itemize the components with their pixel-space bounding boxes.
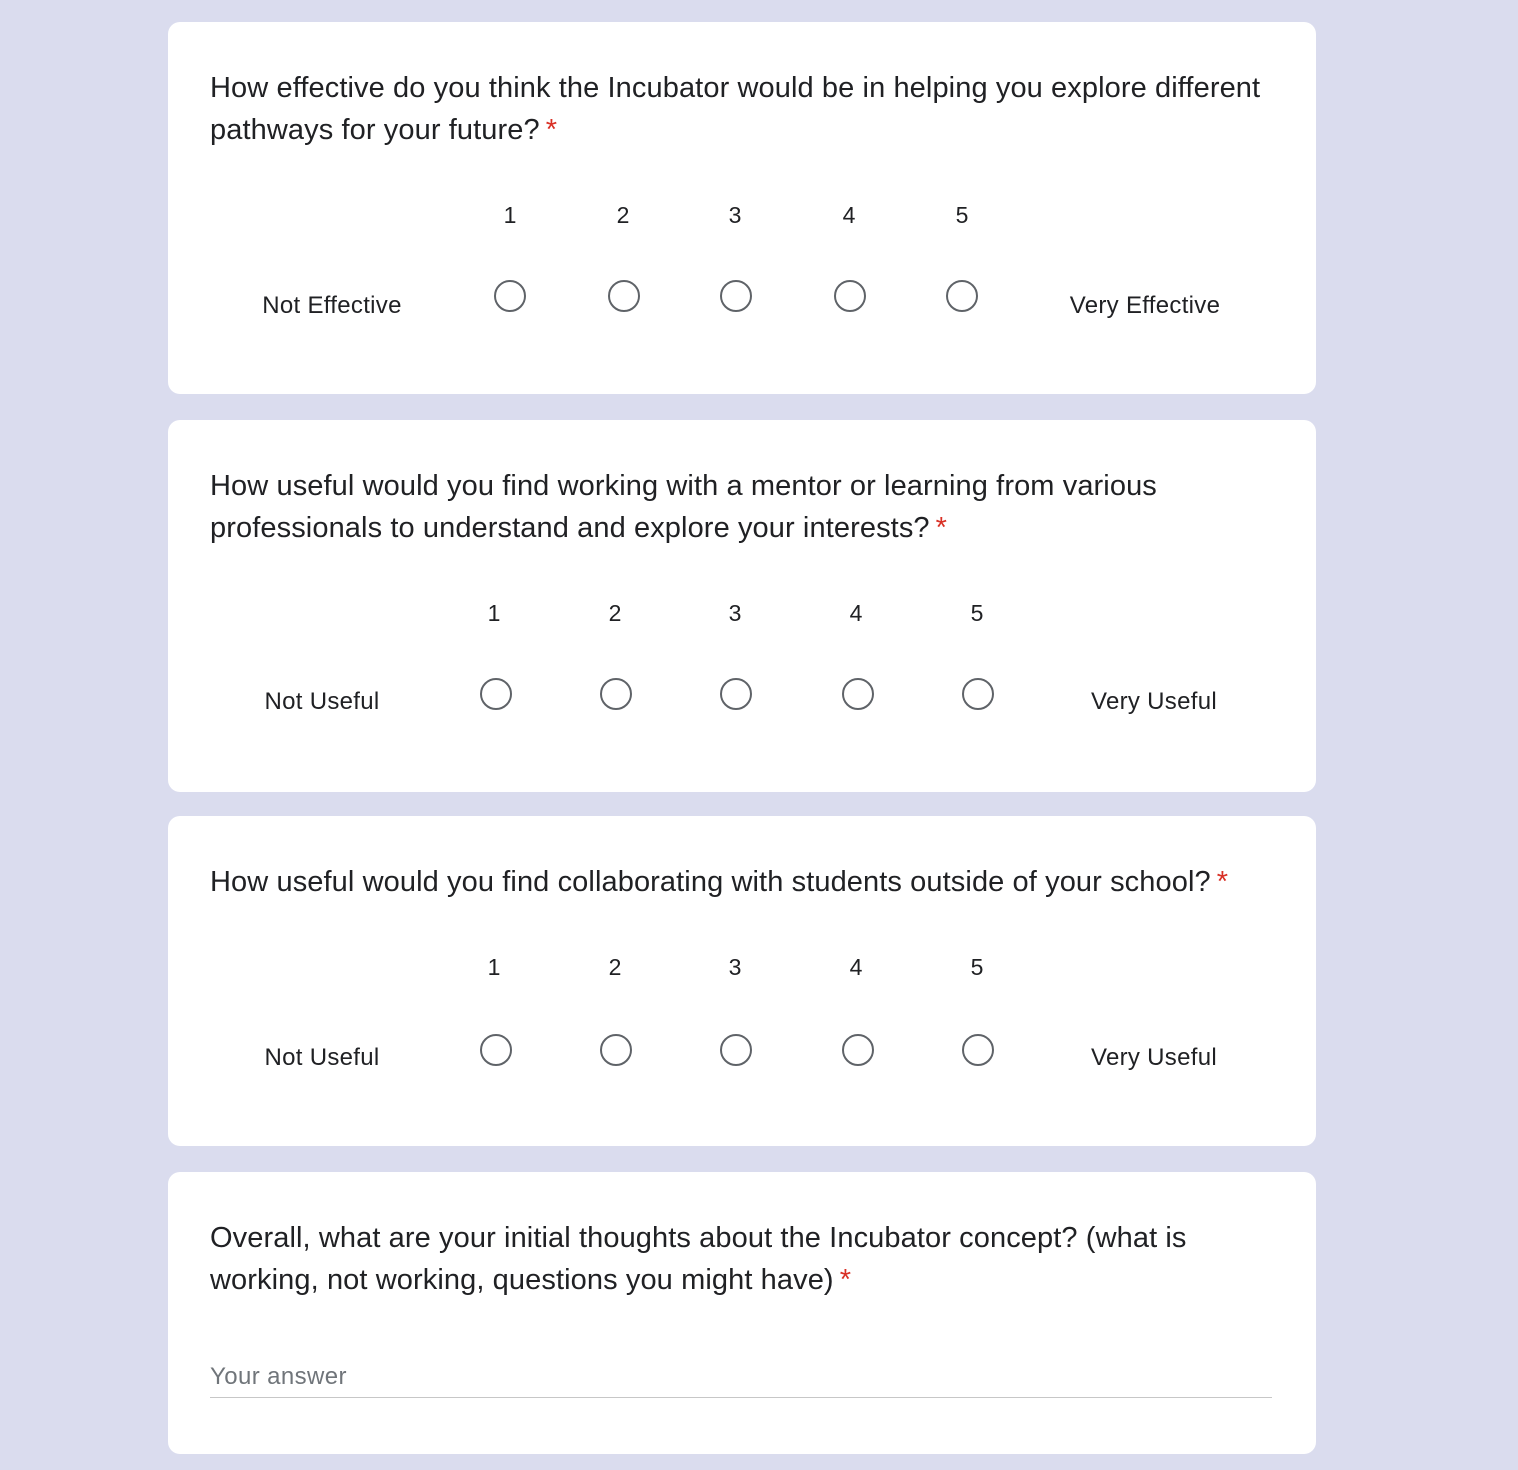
radio-option-2[interactable] xyxy=(600,1034,632,1066)
radio-option-2[interactable] xyxy=(608,280,640,312)
scale-low-label: Not Useful xyxy=(264,1044,380,1071)
radio-option-5[interactable] xyxy=(946,280,978,312)
scale-number-2: 2 xyxy=(616,202,630,228)
radio-option-4[interactable] xyxy=(842,1034,874,1066)
radio-option-3[interactable] xyxy=(720,280,752,312)
scale-low-label: Not Effective xyxy=(262,292,402,319)
radio-option-1[interactable] xyxy=(480,678,512,710)
radio-option-3[interactable] xyxy=(720,1034,752,1066)
question-card-mentor xyxy=(168,420,1316,792)
required-asterisk: * xyxy=(1216,866,1229,898)
question-title: How useful would you find working with a mentor or learning from various professionals to understand and explore your interests? * xyxy=(210,470,1157,544)
scale-number-2: 2 xyxy=(608,954,622,980)
scale-number-2: 2 xyxy=(608,600,622,626)
answer-input[interactable] xyxy=(210,1342,1272,1398)
scale-number-5: 5 xyxy=(955,202,969,228)
scale-high-label: Very Useful xyxy=(1090,688,1218,715)
scale-number-4: 4 xyxy=(849,600,863,626)
scale-number-1: 1 xyxy=(487,600,501,626)
question-card-thoughts xyxy=(168,1172,1316,1454)
scale-high-label: Very Effective xyxy=(1069,292,1221,319)
required-asterisk: * xyxy=(839,1264,852,1296)
scale-low-label: Not Useful xyxy=(264,688,380,715)
scale-number-4: 4 xyxy=(849,954,863,980)
scale-high-label: Very Useful xyxy=(1090,1044,1218,1071)
radio-option-3[interactable] xyxy=(720,678,752,710)
radio-option-2[interactable] xyxy=(600,678,632,710)
scale-number-4: 4 xyxy=(842,202,856,228)
radio-option-5[interactable] xyxy=(962,678,994,710)
required-asterisk: * xyxy=(935,512,948,544)
scale-number-3: 3 xyxy=(728,202,742,228)
radio-option-4[interactable] xyxy=(834,280,866,312)
scale-number-1: 1 xyxy=(487,954,501,980)
scale-number-5: 5 xyxy=(970,600,984,626)
required-asterisk: * xyxy=(545,114,558,146)
question-title: How useful would you find collaborating with students outside of your school? * xyxy=(210,866,1229,898)
scale-number-3: 3 xyxy=(728,954,742,980)
question-title: Overall, what are your initial thoughts about the Incubator concept? (what is working, not working, questions you might have) * xyxy=(210,1222,1187,1296)
question-card-collaboration xyxy=(168,816,1316,1146)
radio-option-1[interactable] xyxy=(480,1034,512,1066)
radio-option-5[interactable] xyxy=(962,1034,994,1066)
scale-number-1: 1 xyxy=(503,202,517,228)
radio-option-4[interactable] xyxy=(842,678,874,710)
question-title: How effective do you think the Incubator would be in helping you explore different pathways for your future? * xyxy=(210,72,1261,146)
radio-option-1[interactable] xyxy=(494,280,526,312)
question-card-effectiveness xyxy=(168,22,1316,394)
scale-number-5: 5 xyxy=(970,954,984,980)
scale-number-3: 3 xyxy=(728,600,742,626)
